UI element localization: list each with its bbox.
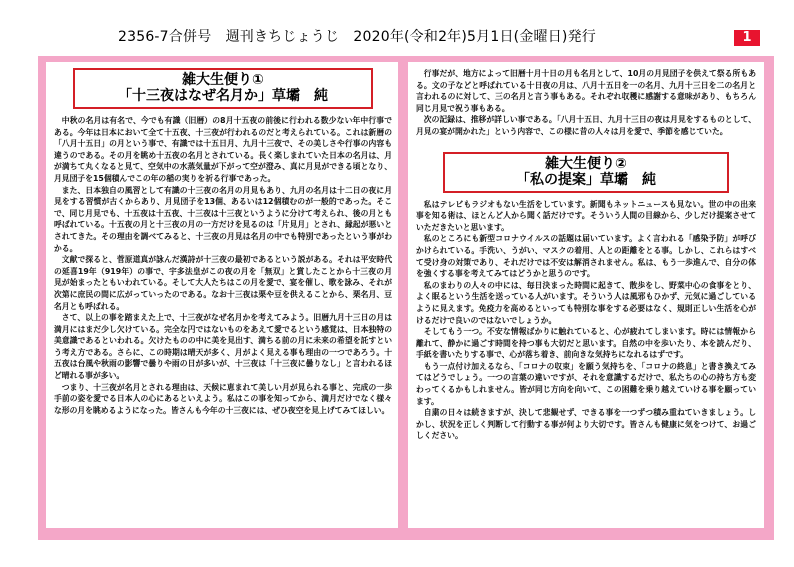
paragraph: さて、以上の事を踏まえた上で、十三夜がなぜ名月かを考えてみよう。旧暦九月十三日の月は満月にはまだ少し欠けている。完全な円ではないものをあえて愛でるという感覚は、日本独特の美意識であるといわれる。欠けたものの中に美を見出す、満ちる前の月に未来の希望を託すという考え方である。さらに、この時期は晴天が多く、月がよく見える事も理由の一つであろう。十五夜は台風や秋雨の影響で曇りや雨の日が多いが、十三夜は「十三夜に曇りなし」と言われるほど晴れる事が多い。 <box>54 313 392 381</box>
issue-info: 2356-7合併号 週刊きちじょうじ 2020年(令和2年)5月1日(金曜日)発行 <box>118 29 596 45</box>
article-title-box-1 <box>73 68 373 109</box>
article-body-1 <box>54 115 392 416</box>
newspaper-header <box>0 0 794 50</box>
paragraph: 私のまわりの人々の中には、毎日決まった時間に起きて、散歩をし、野菜中心の食事をとり、よく眠るという生活を送っている人がいます。そういう人は風邪もひかず、元気に過ごしているように見えます。免疫力を高めるといっても特別な事をする必要はなく、規則正しい生活を心がけるだけで良いのではないでしょうか。 <box>416 280 756 325</box>
paragraph: つまり、十三夜が名月とされる理由は、天候に恵まれて美しい月が見られる事と、完成の一歩手前の姿を愛でる日本人の心にあるといえよう。私はこの事を知ってから、満月だけでなく様々な形の月を眺めるようになった。皆さんも今年の十三夜には、ぜひ夜空を見上げてみてほしい。 <box>54 382 392 415</box>
article-headline: 「私の提案」草壩 純 <box>516 171 656 188</box>
paragraph: もう一点付け加えるなら、「コロナの収束」を願う気持ちを、「コロナの終息」と書き換えてみてはどうでしょう。一つの言葉の違いですが、それを意識するだけで、私たちの心の持ち方も変わってくるかもしれません。皆が同じ方向を向いて、この困難を乗り越えていける事を願っています。 <box>416 361 756 406</box>
article-series-title: 雑大生便り① <box>182 72 264 88</box>
paragraph: 私のところにも新型コロナウイルスの話題は届いています。よく言われる「感染予防」が呼びかけられている。手洗い、うがい、マスクの着用、人との距離をとる事。しかし、これらはすべて受け身の対策であり、それだけでは不安は解消されません。私は、もう一歩進んで、自分の体を強くする事を考えてみてはどうかと思うのです。 <box>416 234 756 279</box>
article-title-box-2 <box>443 152 729 193</box>
paragraph: 中秋の名月は有名で、今でも有識（旧暦）の8月十五夜の前後に行われる数少ない年中行事である。今年は日本において全て十五夜、十三夜が行われるのだと考えられている。これは新暦の「八月十五日」の月という事で、有識では十五日月、九月十三夜で、その美しさや行事の内容も違うのである。その月を眺め十五夜の名月とされている。長く楽しまれていた日本の名月は、月が満ちて丸くなると見て、空気中の水蒸気量が下がって空が澄み、真に月見ができる頃となり、月見団子を15個積んでこの年の稲の実りを祈る行事であった。 <box>54 116 392 183</box>
paragraph: 私はテレビもラジオもない生活をしています。新聞もネットニュースも見ない。世の中の出来事を知る術は、ほとんど人から聞く話だけです。そういう人間の目線から、少しだけ提案させていただきたいと思います。 <box>416 199 756 232</box>
paragraph: 行事だが、地方によって旧暦十月十日の月も名月として、10月の月見団子を供えて祭る所もある。文の子などと呼ばれている十日夜の月は、八月十五日を一の名月、九月十三日を二の名月と言われるのに対して、三の名月と言う事もある。それぞれ収穫に感謝する意味があり、もちろん同じ月見で祝う事もある。 <box>416 69 756 113</box>
paragraph: 文献で探ると、菅原道真が詠んだ漢詩が十三夜の最初であるという説がある。それは平安時代の延喜19年（919年）の事で、宇多法皇がこの夜の月を「無双」と賞したことから十三夜の月見が始まったともいわれている。そして大人たちはこの月を愛で、宴を催し、歌を詠み、それが次第に庶民の間に広がっていったのである。なお十三夜は栗や豆を供えることから、栗名月、豆名月とも呼ばれる。 <box>54 255 392 311</box>
article-column-left <box>46 62 398 528</box>
page-number-badge: 1 <box>734 30 760 46</box>
paragraph: そしてもう一つ。不安な情報ばかりに触れていると、心が疲れてしまいます。時には情報から離れて、静かに過ごす時間を持つ事も大切だと思います。自然の中を歩いたり、本を読んだり、手紙を書いたりする事で、心が落ち着き、前向きな気持ちになれるはずです。 <box>416 327 756 360</box>
paragraph: 自粛の日々は続きますが、決して悲観せず、できる事を一つずつ積み重ねていきましょう。しかし、状況を正しく判断して行動する事が何より大切です。皆さんも健康に気をつけて、お過ごしください。 <box>416 408 756 441</box>
article-body-1-continued <box>416 68 756 138</box>
article-body-2 <box>416 199 756 442</box>
paragraph: 次の記録は、推移が詳しい事である。「八月十五日、九月十三日の夜は月見をするものとして、月見の宴が開かれた」という内容で、この様に昔の人々は月を愛で、季節を感じていた。 <box>416 115 756 136</box>
article-headline: 「十三夜はなぜ名月か」草壩 純 <box>118 88 328 104</box>
article-series-title: 雑大生便り② <box>545 155 627 172</box>
paragraph: また、日本独自の風習として有識の十三夜の名月の月見もあり、九月の名月は十二日の夜に月見をする習慣が古くからあり、月見団子を13個、あるいは12個積むのが一般的であった。そこで、同じ月見でも、十五夜は十五夜、十三夜は十三夜というように分けて考えられ、後の月とも呼ばれている。十五夜の月と十三夜の月の一方だけを見るのは「片見月」とされ、縁起が悪いとされてきた。その理由を調べてみると、十三夜の月見は名月の中でも特別であったという事がわかる。 <box>54 185 392 253</box>
article-column-right <box>408 62 764 528</box>
